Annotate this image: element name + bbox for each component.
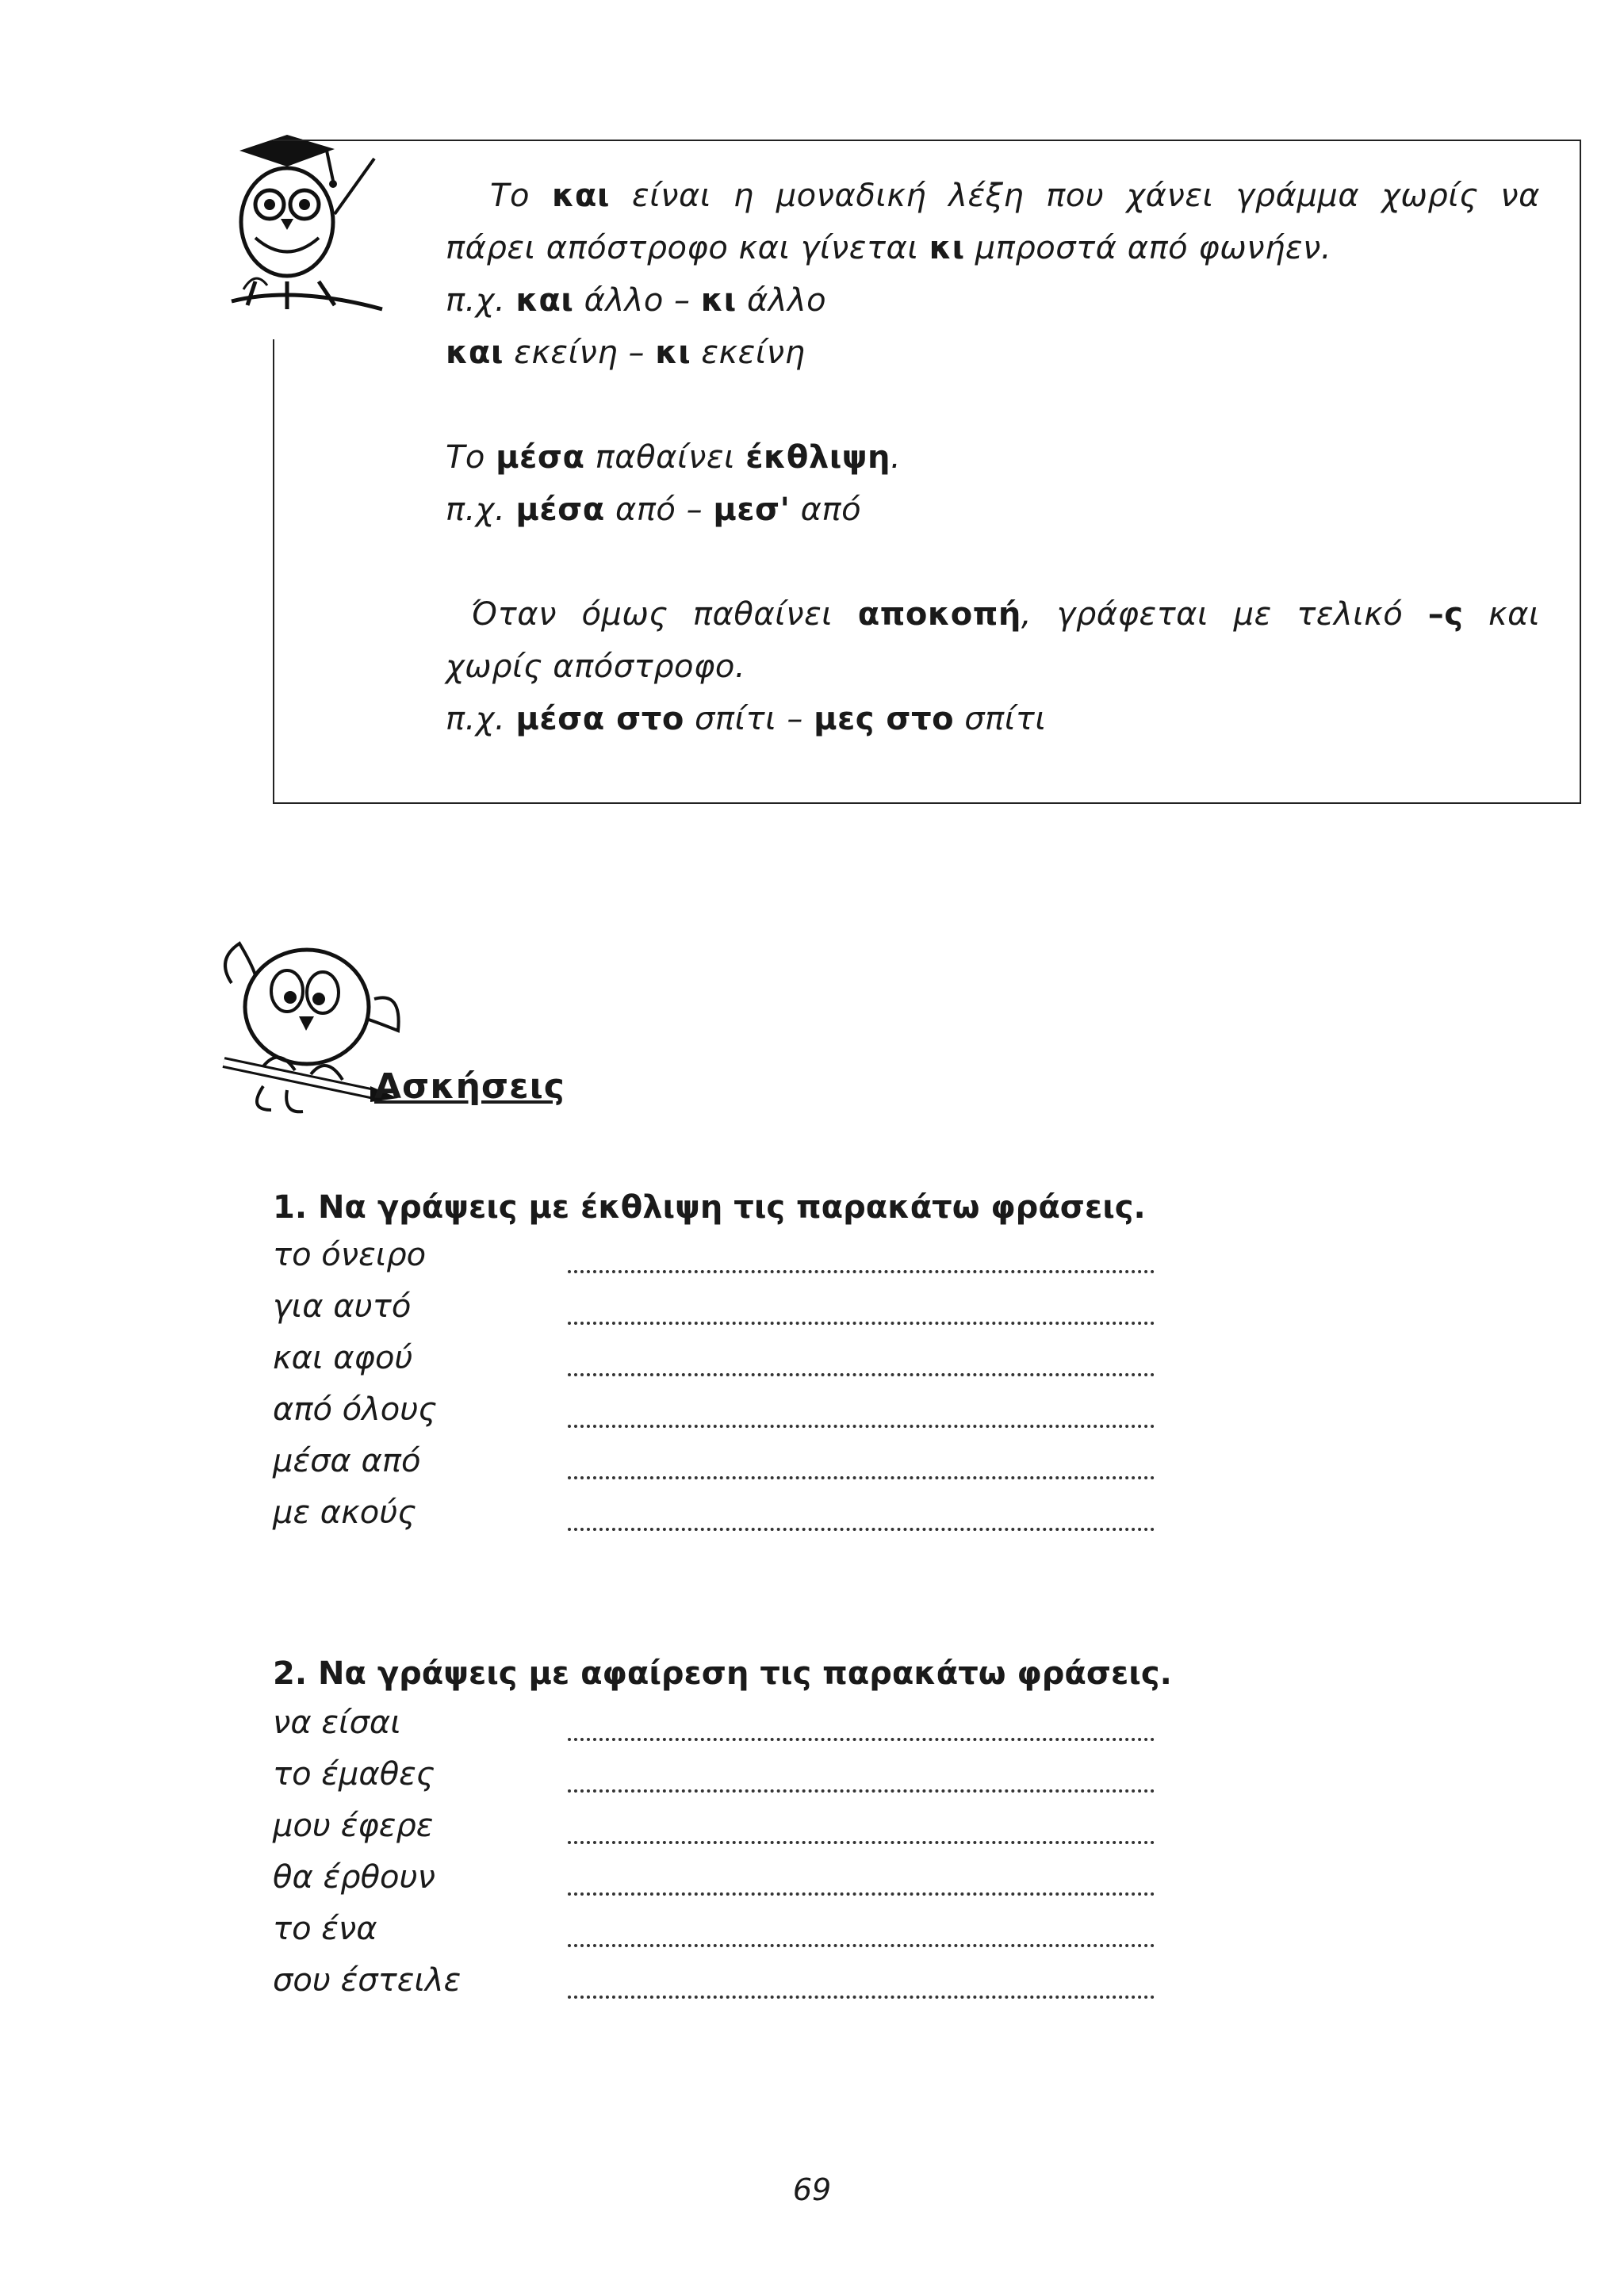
answer-blank[interactable] xyxy=(568,1789,1155,1793)
answer-blank[interactable] xyxy=(568,1996,1155,1999)
rule-example-3: π.χ. μέσα από – μεσ' από xyxy=(446,492,862,528)
exercise-2-row xyxy=(273,1962,1161,2010)
answer-blank[interactable] xyxy=(568,1270,1155,1273)
rule-paragraph-3-line-1: Όταν όμως παθαίνει αποκοπή, γράφεται με τελικό –ς και xyxy=(470,596,1540,633)
answer-blank[interactable] xyxy=(568,1425,1155,1428)
answer-blank[interactable] xyxy=(568,1738,1155,1741)
rule-example-1: π.χ. και άλλο – κι άλλο xyxy=(446,282,827,319)
rule-paragraph-1-line-1: Το και είναι η μοναδική λέξη που χάνει γράμμα χωρίς να xyxy=(490,178,1541,214)
answer-blank[interactable] xyxy=(568,1892,1155,1896)
exercise-2-row xyxy=(273,1859,1161,1907)
answer-blank[interactable] xyxy=(568,1476,1155,1479)
exercises-heading: Ασκήσεις xyxy=(374,1066,565,1107)
phrase: με ακούς xyxy=(273,1494,416,1531)
rule-paragraph-1-line-2: πάρει απόστροφο και γίνεται κι μπροστά από φωνήεν. xyxy=(446,230,1332,266)
exercise-2-row xyxy=(273,1911,1161,1958)
phrase: θα έρθουν xyxy=(273,1859,435,1896)
phrase: να είσαι xyxy=(273,1705,401,1741)
exercise-2-row xyxy=(273,1808,1161,1855)
phrase: το έμαθες xyxy=(273,1756,435,1793)
exercise-1-row xyxy=(273,1288,1161,1336)
rule-paragraph-2: Το μέσα παθαίνει έκθλιψη. xyxy=(446,439,902,476)
exercise-1-row xyxy=(273,1340,1161,1387)
exercise-1-row xyxy=(273,1494,1161,1542)
phrase: σου έστειλε xyxy=(273,1962,462,1999)
answer-blank[interactable] xyxy=(568,1944,1155,1947)
answer-blank[interactable] xyxy=(568,1373,1155,1376)
phrase: μέσα από xyxy=(273,1443,421,1479)
exercise-1-title: 1. Να γράψεις με έκθλιψη τις παρακάτω φράσεις. xyxy=(273,1189,1146,1226)
rule-example-2: και εκείνη – κι εκείνη xyxy=(446,335,806,371)
answer-blank[interactable] xyxy=(568,1322,1155,1325)
page-number: 69 xyxy=(792,2172,832,2207)
phrase: το ένα xyxy=(273,1911,377,1947)
exercise-2-row xyxy=(273,1756,1161,1804)
exercise-2-row xyxy=(273,1705,1161,1752)
phrase: το όνειρο xyxy=(273,1237,427,1273)
answer-blank[interactable] xyxy=(568,1528,1155,1531)
exercise-1-row xyxy=(273,1443,1161,1490)
exercise-1-row xyxy=(273,1237,1161,1284)
phrase: μου έφερε xyxy=(273,1808,434,1844)
exercise-1-row xyxy=(273,1391,1161,1439)
rule-paragraph-3-line-2: χωρίς απόστροφο. xyxy=(446,649,746,685)
answer-blank[interactable] xyxy=(568,1841,1155,1844)
phrase: για αυτό xyxy=(273,1288,412,1325)
phrase: από όλους xyxy=(273,1391,437,1428)
exercise-2-title: 2. Να γράψεις με αφαίρεση τις παρακάτω φράσεις. xyxy=(273,1655,1172,1692)
phrase: και αφού xyxy=(273,1340,413,1376)
rule-example-4: π.χ. μέσα στο σπίτι – μες στο σπίτι xyxy=(446,701,1047,737)
